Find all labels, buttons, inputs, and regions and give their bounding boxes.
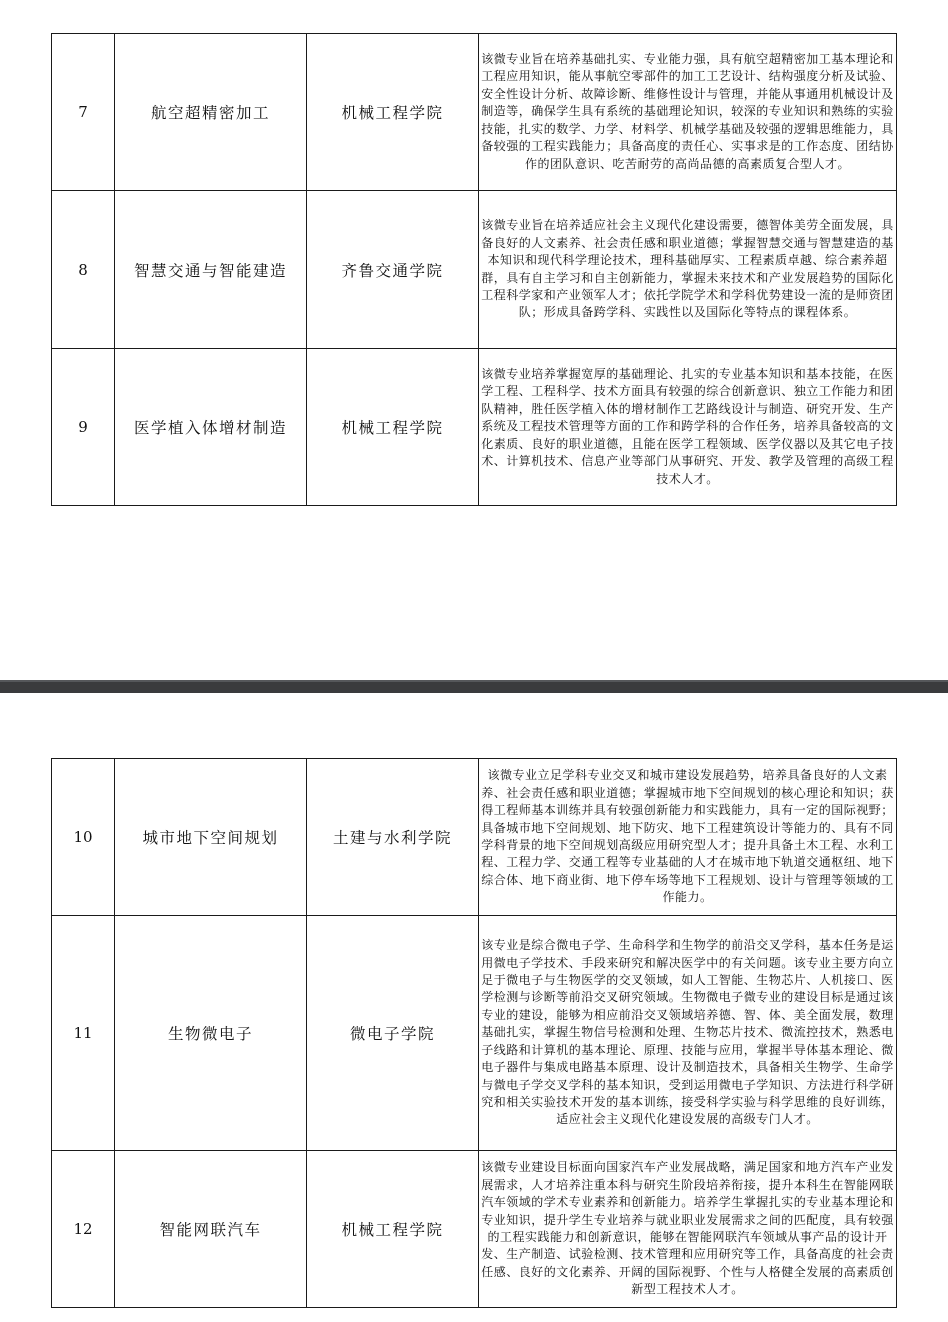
major-description: 该微专业建设目标面向国家汽车产业发展战略，满足国家和地方汽车产业发展需求，人才培养注重本科与研究生阶段培养衔接，提升本科生在智能网联汽车领域的学术专业素养和创新能力。培养学生掌握扎实的专业基本理论和专业知识，提升学生专业培养与就业职业发展需求之间的匹配度，具有较强的工程实践能力和创新意识，能够在智能网联汽车领域从事产品的设计开发、生产制造、试验检测、技术管理和应用研究等工作，具备高度的社会责任感、良好的文化素养、开阔的国际视野、个性与人格健全发展的高素质创新型工程技术人才。 (479, 1151, 897, 1308)
college-name: 微电子学院 (307, 916, 479, 1151)
majors-table-page-1 (51, 33, 897, 506)
row-number: 7 (52, 34, 115, 191)
college-name: 机械工程学院 (307, 349, 479, 506)
table-row (52, 759, 897, 916)
table-row (52, 349, 897, 506)
row-number: 8 (52, 191, 115, 349)
college-name: 机械工程学院 (307, 1151, 479, 1308)
major-description: 该微专业培养掌握宽厚的基础理论、扎实的专业基本知识和基本技能，在医学工程、工程科学、技术方面具有较强的综合创新意识、独立工作能力和团队精神，胜任医学植入体的增材制作工艺路线设计与制造、研究开发、生产系统及工程技术管理等方面的工作和跨学科的合作任务，培养具备较高的文化素质、良好的职业道德，且能在医学工程领域、医学仪器以及其它电子技术、计算机技术、信息产业等部门从事研究、开发、教学及管理的高级工程技术人才。 (479, 349, 897, 506)
major-name: 生物微电子 (115, 916, 307, 1151)
college-name: 齐鲁交通学院 (307, 191, 479, 349)
major-name: 医学植入体增材制造 (115, 349, 307, 506)
major-name: 智能网联汽车 (115, 1151, 307, 1308)
college-name: 机械工程学院 (307, 34, 479, 191)
table-row (52, 34, 897, 191)
major-name: 城市地下空间规划 (115, 759, 307, 916)
majors-table-page-2 (51, 758, 897, 1308)
page-separator (0, 680, 948, 693)
row-number: 9 (52, 349, 115, 506)
major-description: 该微专业旨在培养基础扎实、专业能力强，具有航空超精密加工基本理论和工程应用知识，能从事航空零部件的加工工艺设计、结构强度分析及试验、安全性设计分析、故障诊断、维修性设计与管理，并能从事通用机械设计及制造等，确保学生具有系统的基础理论知识，较深的专业知识和熟练的实验技能，扎实的数学、力学、材料学、机械学基础及较强的逻辑思维能力，具备较强的工程实践能力；具备高度的责任心、实事求是的工作态度、团结协作的团队意识、吃苦耐劳的高尚品德的高素质复合型人才。 (479, 34, 897, 191)
table-row (52, 191, 897, 349)
row-number: 10 (52, 759, 115, 916)
row-number: 12 (52, 1151, 115, 1308)
table-row (52, 1151, 897, 1308)
major-name: 智慧交通与智能建造 (115, 191, 307, 349)
major-description: 该微专业立足学科专业交叉和城市建设发展趋势，培养具备良好的人文素养、社会责任感和职业道德；掌握城市地下空间规划的核心理论和知识；获得工程师基本训练并具有较强创新能力和实践能力，具有一定的国际视野；具备城市地下空间规划、地下防灾、地下工程建筑设计等能力的、具有不同学科背景的地下空间规划高级应用研究型人才；提升具备土木工程、水利工程、工程力学、交通工程等专业基础的人才在城市地下轨道交通枢纽、地下综合体、地下商业街、地下停车场等地下工程规划、设计与管理等领域的工作能力。 (479, 759, 897, 916)
college-name: 土建与水利学院 (307, 759, 479, 916)
major-name: 航空超精密加工 (115, 34, 307, 191)
row-number: 11 (52, 916, 115, 1151)
major-description: 该专业是综合微电子学、生命科学和生物学的前沿交叉学科，基本任务是运用微电子学技术、手段来研究和解决医学中的有关问题。该专业主要方向立足于微电子与生物医学的交叉领域，如人工智能、生物芯片、人机接口、医学检测与诊断等前沿交叉研究领域。生物微电子微专业的建设目标是通过该专业的建设，能够为相应前沿交叉领域培养德、智、体、美全面发展，数理基础扎实，掌握生物信号检测和处理、生物芯片技术、微流控技术，熟悉电子线路和计算机的基本理论、原理、技能与应用，掌握半导体基本理论、微电子器件与集成电路基本原理、设计及制造技术，具备相关生物学、生命学与微电子学交叉学科的基本知识，受到运用微电子学知识、方法进行科学研究和相关实验技术开发的基本训练，接受科学实验与科学思维的良好训练，适应社会主义现代化建设发展的高级专门人才。 (479, 916, 897, 1151)
major-description: 该微专业旨在培养适应社会主义现代化建设需要，德智体美劳全面发展，具备良好的人文素养、社会责任感和职业道德；掌握智慧交通与智慧建造的基本知识和现代科学理论技术，理科基础厚实、工程素质卓越、综合素养超群，具有自主学习和自主创新能力，掌握未来技术和产业发展趋势的国际化工程科学家和产业领军人才；依托学院学术和学科优势建设一流的是师资团队；形成具备跨学科、实践性以及国际化等特点的课程体系。 (479, 191, 897, 349)
table-row (52, 916, 897, 1151)
